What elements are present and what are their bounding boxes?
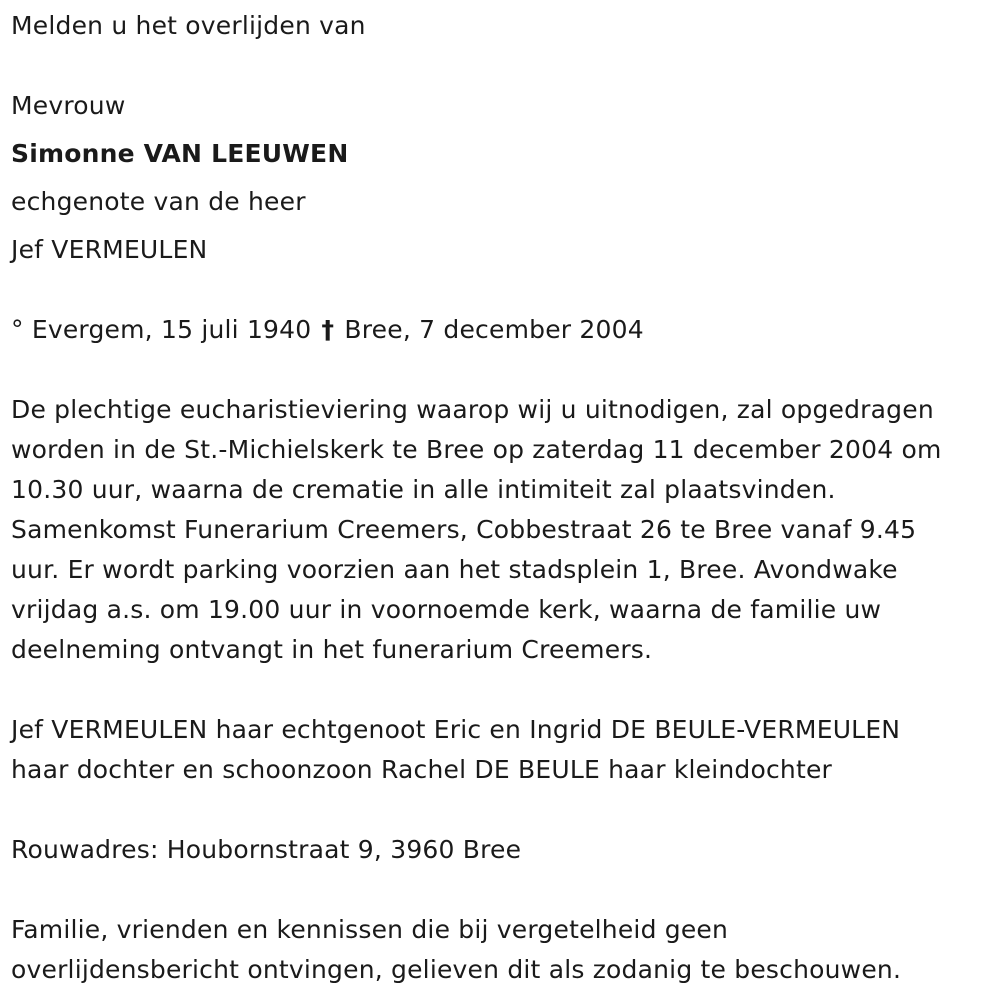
mourning-address: Rouwadres: Houbornstraat 9, 3960 Bree [11,835,522,864]
intro-text: Melden u het overlijden van [11,11,366,40]
salutation: Mevrouw [11,91,126,120]
birth-info: Evergem, 15 juli 1940 [31,315,312,344]
ceremony-line: 10.30 uur, waarna de crematie in alle intimiteit zal plaatsvinden. [11,475,836,504]
ceremony-line: uur. Er wordt parking voorzien aan het stadsplein 1, Bree. Avondwake [11,555,898,584]
family-paragraph [11,710,986,790]
ceremony-line: vrijdag a.s. om 19.00 uur in voornoemde kerk, waarna de familie uw [11,595,882,624]
birth-death-line [11,310,644,350]
ceremony-line: worden in de St.-Michielskerk te Bree op zaterdag 11 december 2004 om [11,435,942,464]
deceased-name: Simonne VAN LEEUWEN [11,139,349,168]
cross-icon: † [321,315,335,344]
closing-paragraph [11,910,986,990]
family-line: Jef VERMEULEN haar echtgenoot Eric en Ingrid DE BEULE-VERMEULEN [11,715,901,744]
family-line: haar dochter en schoonzoon Rachel DE BEULE haar kleindochter [11,755,833,784]
birth-symbol: ° [11,315,24,344]
ceremony-line: deelneming ontvangt in het funerarium Creemers. [11,635,653,664]
closing-line: Familie, vrienden en kennissen die bij vergetelheid geen [11,915,729,944]
death-info: Bree, 7 december 2004 [344,315,644,344]
closing-line: overlijdensbericht ontvingen, gelieven dit als zodanig te beschouwen. [11,955,902,984]
spouse-name: Jef VERMEULEN [11,235,208,264]
ceremony-line: Samenkomst Funerarium Creemers, Cobbestraat 26 te Bree vanaf 9.45 [11,515,917,544]
relation-text: echgenote van de heer [11,187,306,216]
ceremony-paragraph [11,390,986,670]
ceremony-line: De plechtige eucharistieviering waarop wij u uitnodigen, zal opgedragen [11,395,934,424]
